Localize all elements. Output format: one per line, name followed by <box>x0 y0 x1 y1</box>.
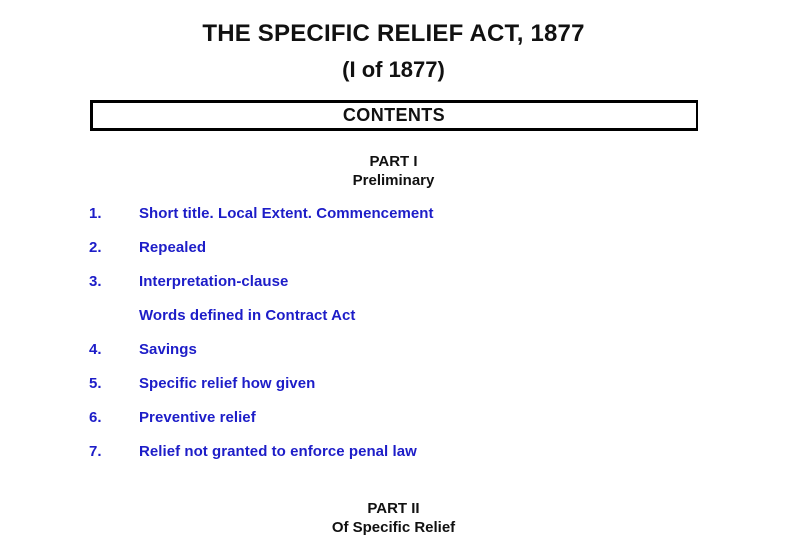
toc-entry-title[interactable]: Words defined in Contract Act <box>139 306 356 324</box>
toc-entry-title[interactable]: Repealed <box>139 238 207 256</box>
document-title: THE SPECIFIC RELIEF ACT, 1877 <box>202 20 585 47</box>
toc-entry-number: 1. <box>89 204 102 222</box>
toc-entry[interactable] <box>0 410 787 444</box>
table-of-contents <box>0 206 787 478</box>
part-one-subtitle: Preliminary <box>352 171 435 189</box>
toc-entry-number: 3. <box>89 272 102 290</box>
part-two-name: PART II <box>367 499 420 517</box>
contents-heading: CONTENTS <box>342 105 446 125</box>
toc-entry-number: 4. <box>89 340 102 358</box>
toc-entry-title[interactable]: Preventive relief <box>139 408 256 426</box>
part-two-subtitle: Of Specific Relief <box>331 519 456 537</box>
toc-entry[interactable] <box>0 206 787 240</box>
toc-entry-number: 6. <box>89 408 102 426</box>
toc-entry-number: 5. <box>89 374 102 392</box>
part-one-name: PART I <box>369 152 418 170</box>
toc-entry-number: 2. <box>89 238 102 256</box>
toc-entry-title[interactable]: Specific relief how given <box>139 374 316 392</box>
contents-banner <box>90 100 698 131</box>
toc-entry[interactable] <box>0 444 787 478</box>
part-heading-two <box>0 499 787 537</box>
toc-entry[interactable] <box>0 376 787 410</box>
toc-entry[interactable] <box>0 274 787 308</box>
toc-entry-title[interactable]: Savings <box>139 340 197 358</box>
toc-entry-number: 7. <box>89 442 102 460</box>
toc-entry[interactable] <box>0 308 787 342</box>
part-heading-one <box>0 152 787 190</box>
document-subtitle: (I of 1877) <box>342 57 445 83</box>
toc-entry[interactable] <box>0 240 787 274</box>
toc-entry-title[interactable]: Relief not granted to enforce penal law <box>139 442 417 460</box>
toc-entry[interactable] <box>0 342 787 376</box>
toc-entry-title[interactable]: Interpretation-clause <box>139 272 289 290</box>
toc-entry-title[interactable]: Short title. Local Extent. Commencement <box>139 204 434 222</box>
